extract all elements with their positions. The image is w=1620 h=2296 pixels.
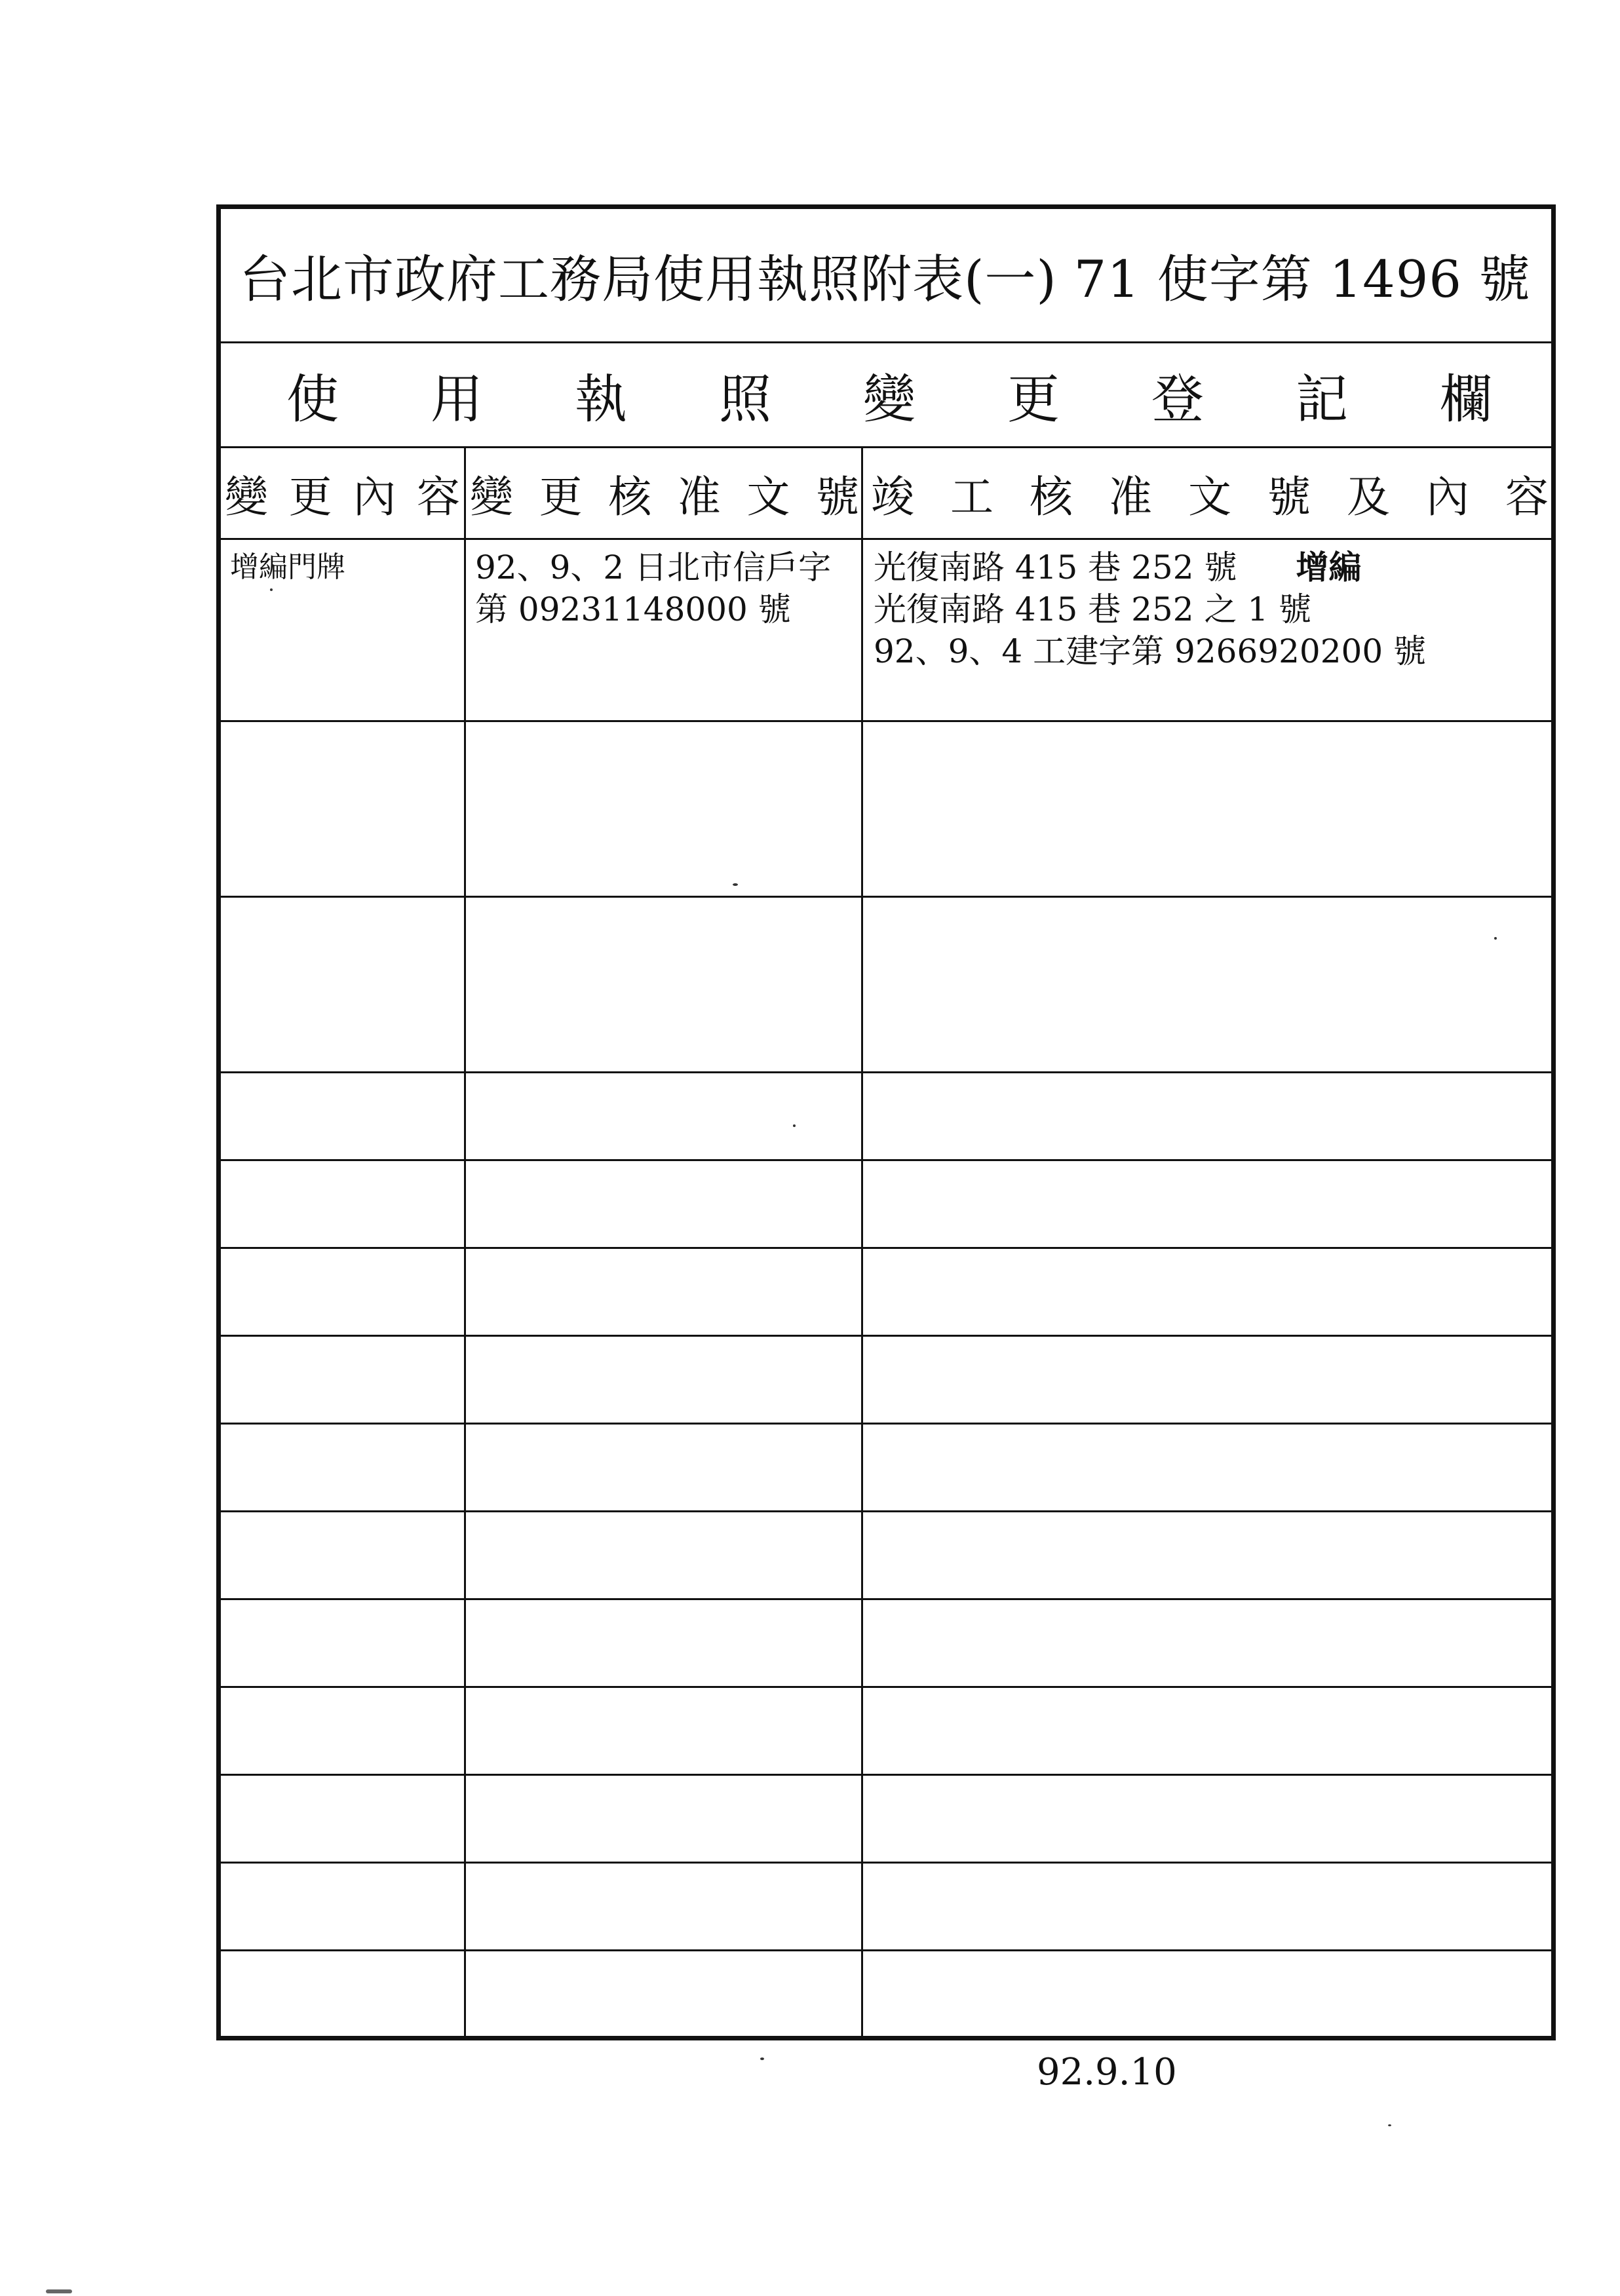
header-char: 變: [225, 472, 268, 522]
scan-speck: [1494, 937, 1497, 940]
row-1-change-content: 增編門牌: [230, 550, 345, 584]
column-divider: [861, 448, 863, 2036]
usage-permit-change-form: [216, 204, 1556, 2040]
footer-date: 92.9.10: [1037, 2051, 1177, 2094]
scan-speck: [733, 883, 738, 886]
row-divider: [221, 1862, 1551, 1864]
scan-speck: [46, 2289, 72, 2293]
header-char: 號: [1267, 472, 1311, 522]
row-divider: [221, 1598, 1551, 1600]
row-1-approval-number: [475, 546, 831, 630]
header-char: 及: [1347, 472, 1390, 522]
column-header-change-content: [225, 448, 464, 538]
header-char: 工: [950, 472, 993, 522]
row-divider: [221, 720, 1551, 722]
section-title-char: 照: [719, 369, 771, 430]
completion-note: 增編: [1296, 548, 1362, 586]
row-1-completion-approval: [874, 546, 1426, 672]
row-divider: [221, 1423, 1551, 1425]
row-divider: [221, 1686, 1551, 1688]
header-char: 文: [1188, 472, 1231, 522]
header-char: 准: [1109, 472, 1152, 522]
column-header-approval-number: [470, 448, 863, 538]
section-title-char: 欄: [1440, 369, 1492, 430]
column-header-completion-approval: [871, 448, 1551, 538]
row-divider: [221, 1774, 1551, 1776]
completion-address: 光復南路 415 巷 252 號: [874, 548, 1237, 586]
section-title-char: 執: [575, 369, 627, 430]
header-char: 更: [539, 472, 583, 522]
scan-speck: [760, 2057, 764, 2060]
approval-line: 92、9、2 日北市信戶字: [475, 548, 832, 586]
scan-speck: [1388, 2124, 1391, 2126]
section-title-char: 使: [286, 369, 339, 430]
header-char: 更: [288, 472, 332, 522]
completion-line: 光復南路 415 巷 252 之 1 號: [874, 590, 1312, 628]
scan-speck: [270, 588, 273, 591]
approval-line: 第 09231148000 號: [475, 590, 791, 628]
section-title-char: 登: [1151, 369, 1204, 430]
header-char: 內: [1426, 472, 1469, 522]
completion-line: [874, 546, 1426, 588]
form-title: 台北市政府工務局使用執照附表(一) 71 使字第 1496 號: [221, 209, 1551, 343]
column-divider: [464, 448, 466, 2036]
header-char: 變: [470, 472, 513, 522]
row-divider: [221, 1159, 1551, 1161]
table-header: [221, 448, 1551, 540]
row-divider: [221, 1071, 1551, 1073]
section-title-char: 更: [1007, 369, 1060, 430]
row-divider: [221, 896, 1551, 898]
section-title: [221, 343, 1551, 448]
section-title-char: 用: [431, 369, 483, 430]
row-divider: [221, 1335, 1551, 1337]
section-title-char: 記: [1296, 369, 1348, 430]
header-char: 准: [677, 472, 721, 522]
completion-line: 92、9、4 工建字第 9266920200 號: [874, 632, 1427, 670]
header-char: 內: [353, 472, 396, 522]
header-char: 竣: [871, 472, 914, 522]
row-divider: [221, 1510, 1551, 1512]
header-char: 號: [815, 472, 859, 522]
header-char: 容: [1505, 472, 1549, 522]
header-char: 核: [608, 472, 652, 522]
header-char: 核: [1030, 472, 1073, 522]
header-char: 文: [746, 472, 790, 522]
section-title-char: 變: [863, 369, 916, 430]
row-divider: [221, 1247, 1551, 1249]
row-divider: [221, 1949, 1551, 1951]
header-char: 容: [416, 472, 460, 522]
scan-speck: [793, 1124, 796, 1127]
